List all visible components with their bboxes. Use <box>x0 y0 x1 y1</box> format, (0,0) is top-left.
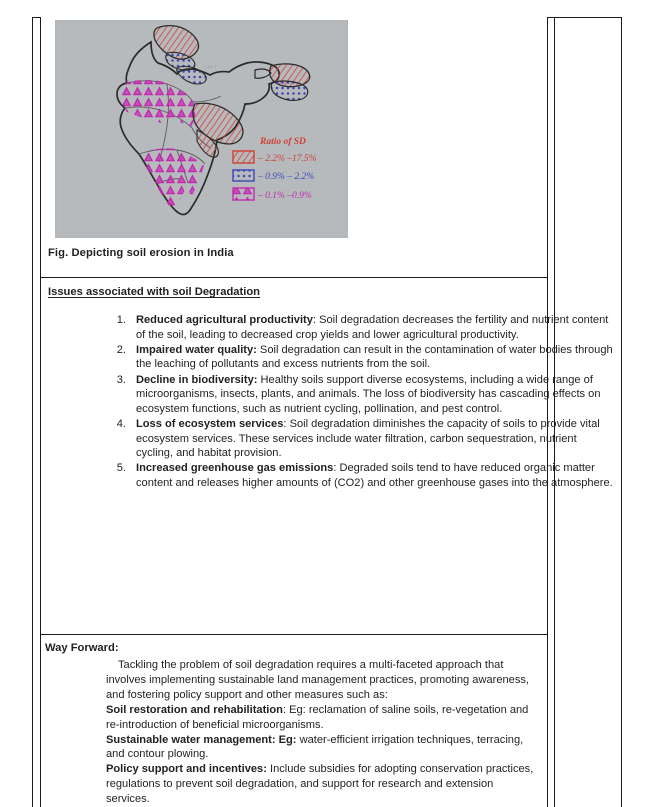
list-item-term: Increased greenhouse gas emissions <box>136 462 334 475</box>
measure-term: Policy support and incentives: <box>106 763 267 776</box>
row-divider-way-forward <box>40 634 547 635</box>
list-item-number: 2. <box>116 343 126 356</box>
measure-text: water-efficient irrigation techniques, terracing, and contour plowing. <box>106 733 524 761</box>
way-forward-measure <box>106 733 536 763</box>
measure-sep: : <box>282 703 286 716</box>
list-item-number: 4. <box>116 417 126 430</box>
svg-text:– 2.2% –17.5%: – 2.2% –17.5% <box>258 154 317 164</box>
svg-text:– 0.9% – 2.2%: – 0.9% – 2.2% <box>258 172 315 182</box>
figure-caption: Fig. Depicting soil erosion in India <box>48 247 234 259</box>
list-item-text: Soil degradation diminishes the capacity of soils to provide vital ecosystem services. These services include water filtration, carbon sequestration, nutrient cycling, and habitat provision. <box>136 417 600 460</box>
way-forward-measure <box>106 762 536 807</box>
list-item <box>108 343 613 372</box>
list-item-sep: : <box>333 462 337 475</box>
list-item-text: Degraded soils tend to have reduced organic matter content and releases higher amounts of (CO2) and other greenhouse gases into the atmosphere. <box>136 462 613 490</box>
section-heading-issues: Issues associated with soil Degradation <box>48 286 261 298</box>
measure-text: Include subsidies for adopting conservation practices, regulations to prevent soil degradation, and support for research and extension services. <box>106 763 534 806</box>
list-item-term: Decline in biodiversity: <box>136 373 258 386</box>
issues-list <box>40 313 613 491</box>
list-item-number: 5. <box>116 462 126 475</box>
list-item <box>108 373 613 417</box>
table-border-outer-left <box>32 17 33 807</box>
figure-block <box>55 20 348 238</box>
svg-text:TIBET: TIBET <box>203 65 218 70</box>
list-item-sep: : <box>283 417 287 430</box>
list-item-number: 3. <box>116 373 126 386</box>
list-item-term: Reduced agricultural productivity <box>136 314 313 326</box>
list-item-text: Soil degradation decreases the fertility and nutrient content of the soil, leading to decreased crop yields and lower agricultural productivity. <box>136 314 609 341</box>
way-forward-body <box>106 658 536 807</box>
table-border-outer-right <box>621 17 622 807</box>
list-item-text: Soil degradation can result in the contamination of water bodies through the leaching of pollutants and excess nutrients from the soil. <box>136 343 613 371</box>
way-forward-intro: Tackling the problem of soil degradation requires a multi-faceted approach that involves implementing sustainable land management practices, promoting awareness, and fostering policy support and other measures such as: <box>106 659 530 701</box>
measure-text: Eg: reclamation of saline soils, re-vegetation and re-introduction of beneficial microorganisms. <box>106 703 529 731</box>
section-heading-way-forward: Way Forward: <box>45 642 119 654</box>
main-content-cell <box>40 17 613 807</box>
row-divider-figure <box>40 277 547 278</box>
svg-text:Ratio of SD: Ratio of SD <box>260 137 306 147</box>
list-item-term: Impaired water quality: <box>136 343 257 356</box>
list-item-sep: : <box>312 314 317 326</box>
measure-term: Soil restoration and rehabilitation <box>106 703 283 716</box>
table-top-border-left <box>32 17 40 18</box>
list-item-text: Healthy soils support diverse ecosystems, including a wide range of microorganisms, insects, plants, and animals. The loss of biodiversity has cascading effects on ecosystem functions, such as nutrient cycling, pollination, and pest control. <box>136 373 601 415</box>
list-item <box>108 461 613 490</box>
svg-text:– 0.1% –0.9%: – 0.1% –0.9% <box>258 191 312 201</box>
list-item-term: Loss of ecosystem services <box>136 417 284 430</box>
way-forward-measure <box>106 703 536 733</box>
list-item-number: 1. <box>116 314 126 326</box>
list-item <box>108 313 613 342</box>
list-item <box>108 417 613 461</box>
map-photo <box>55 20 348 238</box>
measure-term: Sustainable water management: Eg: <box>106 733 297 746</box>
table-top-border-right <box>554 17 622 18</box>
table-top-border-gap <box>547 17 554 18</box>
